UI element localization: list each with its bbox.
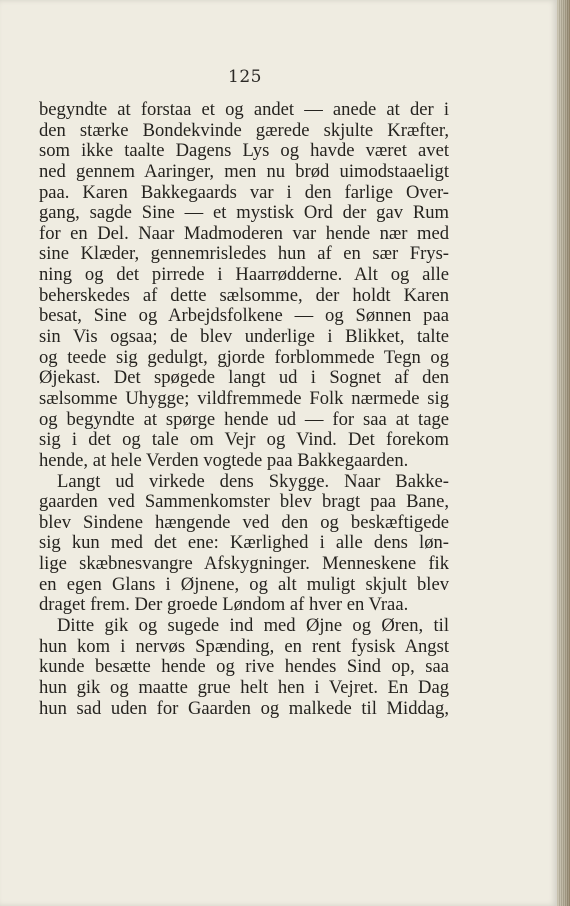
- text-line: som ikke taalte Dagens Lys og havde været avet: [39, 140, 449, 162]
- text-line: sig kun med det ene: Kærlighed i alle dens løn-: [39, 532, 449, 554]
- text-line: for en Del. Naar Madmoderen var hende nær med: [39, 222, 449, 244]
- text-line: hun gik og maatte grue helt hen i Vejret. En Dag: [39, 676, 449, 698]
- text-line: den stærke Bondekvinde gærede skjulte Kræfter,: [39, 119, 449, 141]
- text-line: og teede sig gedulgt, gjorde forblommede Tegn og: [39, 346, 449, 368]
- text-line: Langt ud virkede dens Skygge. Naar Bakke-: [57, 470, 449, 492]
- text-line: paa. Karen Bakkegaards var i den farlige Over-: [39, 181, 449, 203]
- page-edge-lines: [558, 0, 569, 906]
- text-line: lige skæbnesvangre Afskygninger. Menneskene fik: [39, 553, 449, 575]
- text-line: gaarden ved Sammenkomster blev bragt paa Bane,: [39, 491, 449, 513]
- text-line: beherskedes af dette sælsomme, der holdt Karen: [39, 284, 449, 306]
- text-line: ned gennem Aaringer, men nu brød uimodstaaeligt: [39, 160, 449, 182]
- text-line: ning og det pirrede i Haarrødderne. Alt og alle: [39, 264, 449, 286]
- text-line: en egen Glans i Øjnene, og alt muligt skjult blev: [39, 573, 449, 595]
- page-number: 125: [228, 67, 262, 87]
- text-line: hende, at hele Verden vogtede paa Bakkegaarden.: [39, 449, 409, 471]
- text-line: besat, Sine og Arbejdsfolkene — og Sønnen paa: [39, 305, 449, 327]
- text-line: sine Klæder, gennemrisledes hun af en sær Frys-: [39, 243, 449, 265]
- text-line: sælsomme Uhygge; vildfremmede Folk nærmede sig: [39, 387, 449, 409]
- text-line: begyndte at forstaa et og andet — anede at der i: [39, 99, 449, 120]
- text-line: hun sad uden for Gaarden og malkede til Middag,: [39, 697, 449, 719]
- text-line: Ditte gik og sugede ind med Øjne og Øren, til: [57, 615, 449, 637]
- text-line: Øjekast. Det spøgede langt ud i Sognet af den: [39, 367, 449, 389]
- text-line: kunde besætte hende og rive hendes Sind op, saa: [39, 656, 449, 678]
- text-line: sin Vis ogsaa; de blev underlige i Blikket, talte: [39, 326, 449, 348]
- body-text: [39, 100, 449, 719]
- text-line: draget frem. Der groede Løndom af hver en Vraa.: [39, 594, 409, 616]
- text-line: gang, sagde Sine — et mystisk Ord der gav Rum: [39, 202, 449, 224]
- text-line: hun kom i nervøs Spænding, en rent fysisk Angst: [39, 635, 449, 657]
- text-line: sig i det og tale om Vejr og Vind. Det forekom: [39, 429, 449, 451]
- text-line: og begyndte at spørge hende ud — for saa at tage: [39, 408, 449, 430]
- text-line: blev Sindene hængende ved den og beskæftigede: [39, 511, 449, 533]
